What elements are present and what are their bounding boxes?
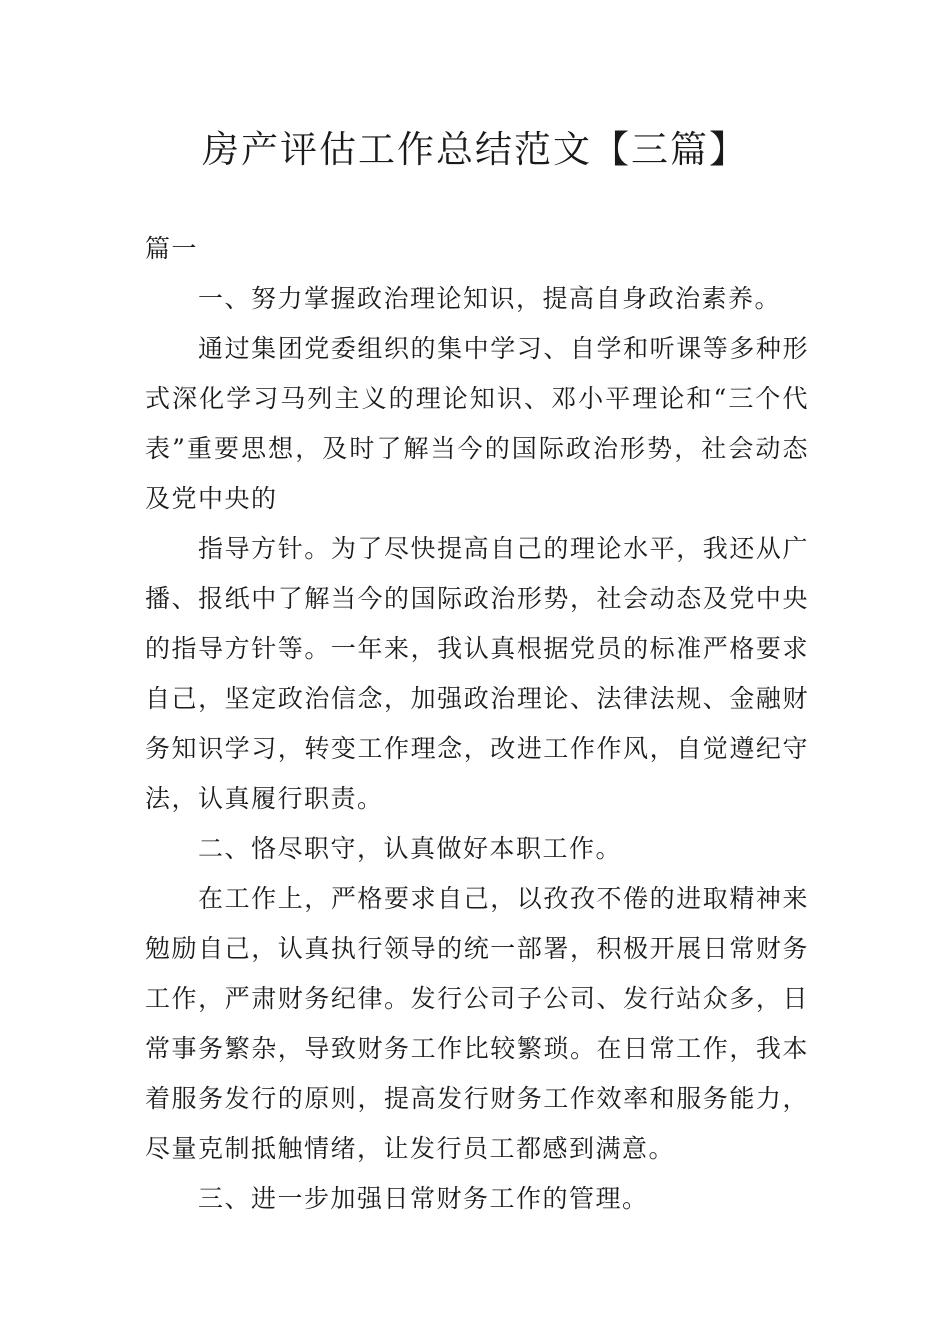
- heading-political-theory: 一、努力掌握政治理论知识，提高自身政治素养。: [198, 284, 782, 313]
- heading-finance-management: 三、进一步加强日常财务工作的管理。: [198, 1184, 649, 1213]
- paragraph-work: 在工作上，严格要求自己，以孜孜不倦的进取精神来勉励自己，认真执行领导的统一部署，积极开展日常财务工作，严肃财务纪律。发行公司子公司、发行站众多，日常事务繁杂，导致财务工作比较繁琐。在日常工作，我本着服务发行的原则，提高发行财务工作效率和服务能力，尽量克制抵触情绪，让发行员工都感到满意。: [145, 884, 809, 1163]
- document-body: [145, 224, 809, 1224]
- heading-duty: 二、恪尽职守，认真做好本职工作。: [198, 834, 623, 863]
- document-title: 房产评估工作总结范文【三篇】: [202, 128, 748, 171]
- paragraph-study: 通过集团党委组织的集中学习、自学和听课等多种形式深化学习马列主义的理论知识、邓小平理论和“三个代表”重要思想，及时了解当今的国际政治形势，社会动态及党中央的: [145, 334, 809, 513]
- section-label: 篇一: [145, 234, 199, 263]
- paragraph-guidance: 指导方针。为了尽快提高自己的理论水平，我还从广播、报纸中了解当今的国际政治形势，社会动态及党中央的指导方针等。一年来，我认真根据党员的标准严格要求自己，坚定政治信念，加强政治理论、法律法规、金融财务知识学习，转变工作理念，改进工作作风，自觉遵纪守法，认真履行职责。: [145, 534, 809, 813]
